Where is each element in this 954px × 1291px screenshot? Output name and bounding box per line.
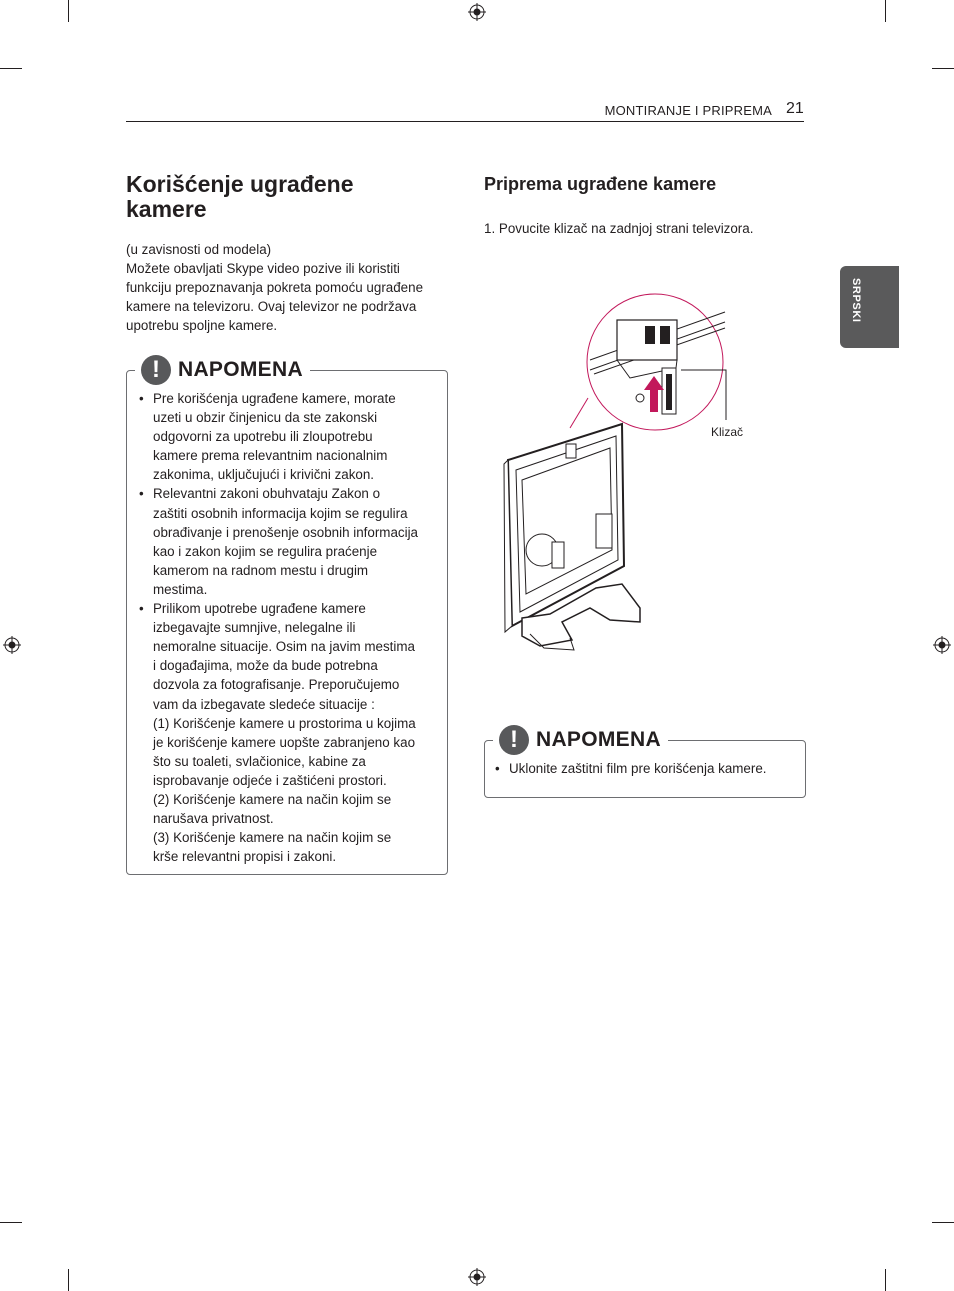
note-line: mestima. — [153, 581, 208, 597]
tv-body — [504, 424, 640, 650]
note-line: zakonima, uključujući i krivični zakon. — [153, 467, 375, 483]
note-line: • Uklonite zaštitni film pre korišćenja kamere. — [509, 761, 767, 776]
crop-mark — [0, 1222, 22, 1223]
note-line: uzeti u obzir činjenicu da ste zakonski — [153, 410, 378, 426]
registration-mark-icon — [468, 1268, 486, 1286]
note-box-right — [484, 726, 806, 798]
note-line: krše relevantni propisi i zakoni. — [153, 849, 337, 865]
intro-text — [126, 240, 450, 335]
intro-line: kamere na televizoru. Ovaj televizor ne podržava — [126, 299, 417, 315]
note-line: i događajima, može da bude potrebna — [153, 658, 378, 674]
note-line: kamerom na radnom mestu i drugim — [153, 562, 369, 578]
page-number: 21 — [786, 100, 804, 117]
note-line: izbegavajte sumnjive, nelegalne ili — [153, 620, 356, 636]
crop-mark — [68, 0, 69, 22]
callout-label-slider: Klizač — [711, 425, 744, 439]
crop-mark — [0, 68, 22, 69]
crop-mark — [885, 1269, 886, 1291]
note-title: NAPOMENA — [536, 728, 661, 751]
note-line: kamere prema relevantnim nacionalnim — [153, 448, 388, 464]
note-line: zaštiti osobnih informacija kojim se regulira — [153, 505, 408, 521]
crop-mark — [932, 1222, 954, 1223]
intro-line: Možete obavljati Skype video pozive ili koristiti — [126, 261, 400, 277]
note-line: što su toaleti, svlačionice, kabine za — [153, 753, 366, 769]
note-item — [137, 484, 442, 599]
note-line: odgovorni za upotrebu ili zloupotrebu — [153, 429, 373, 445]
note-line: obrađivanje i prenošenje osobnih informacija — [153, 524, 419, 540]
note-item — [493, 759, 798, 778]
exclamation-icon: ! — [141, 355, 171, 385]
note-line: (1) Korišćenje kamere u prostorima u kojima — [153, 715, 416, 731]
note-line: • Pre korišćenja ugrađene kamere, morate — [153, 391, 396, 406]
note-list — [493, 759, 798, 778]
note-list — [137, 389, 442, 866]
note-line: • Relevantni zakoni obuhvataju Zakon o — [153, 486, 381, 502]
note-title: NAPOMENA — [178, 358, 303, 381]
zoom-detail — [587, 294, 725, 430]
note-item — [137, 389, 442, 484]
note-line: vam da izbegavate sledeće situacije : — [153, 696, 375, 712]
intro-line: upotrebu spoljne kamere. — [126, 318, 278, 334]
note-line: kao i zakon kojim se regulira praćenje — [153, 543, 378, 559]
language-tab — [840, 266, 899, 348]
note-item — [137, 599, 442, 866]
note-line: (2) Korišćenje kamere na način kojim se — [153, 791, 392, 807]
crop-mark — [885, 0, 886, 22]
note-header — [135, 354, 310, 386]
tv-camera-illustration — [500, 288, 760, 658]
note-line: • Prilikom upotrebe ugrađene kamere — [153, 601, 366, 617]
note-line: dozvola za fotografisanje. Preporučujemo — [153, 677, 400, 693]
note-line: (3) Korišćenje kamere na način kojim se — [153, 830, 392, 846]
registration-mark-icon — [933, 636, 951, 654]
step-instruction: 1. Povucite klizač na zadnjoj strani televizora. — [484, 221, 754, 236]
note-line: isprobavanje odjeće i zaštićeni prostori. — [153, 772, 387, 788]
header-rule — [126, 121, 804, 122]
intro-line: (u zavisnosti od modela) — [126, 242, 272, 257]
exclamation-icon: ! — [499, 725, 529, 755]
page-title: Korišćenje ugrađene kamere — [126, 171, 354, 222]
section-heading: Priprema ugrađene kamere — [484, 174, 717, 194]
language-tab-label: SRPSKI — [850, 278, 862, 323]
note-box-left — [126, 356, 448, 875]
note-line: je korišćenje kamere uopšte zabranjeno kao — [153, 734, 416, 750]
section-title: MONTIRANJE I PRIPREMA — [604, 103, 772, 118]
registration-mark-icon — [468, 3, 486, 21]
crop-mark — [932, 68, 954, 69]
intro-line: funkciju prepoznavanja pokreta pomoću ugrađene — [126, 280, 424, 296]
registration-mark-icon — [3, 636, 21, 654]
crop-mark — [68, 1269, 69, 1291]
note-header — [493, 724, 668, 756]
note-line: narušava privatnost. — [153, 811, 274, 827]
note-line: nemoralne situacije. Osim na javim mestima — [153, 639, 415, 655]
